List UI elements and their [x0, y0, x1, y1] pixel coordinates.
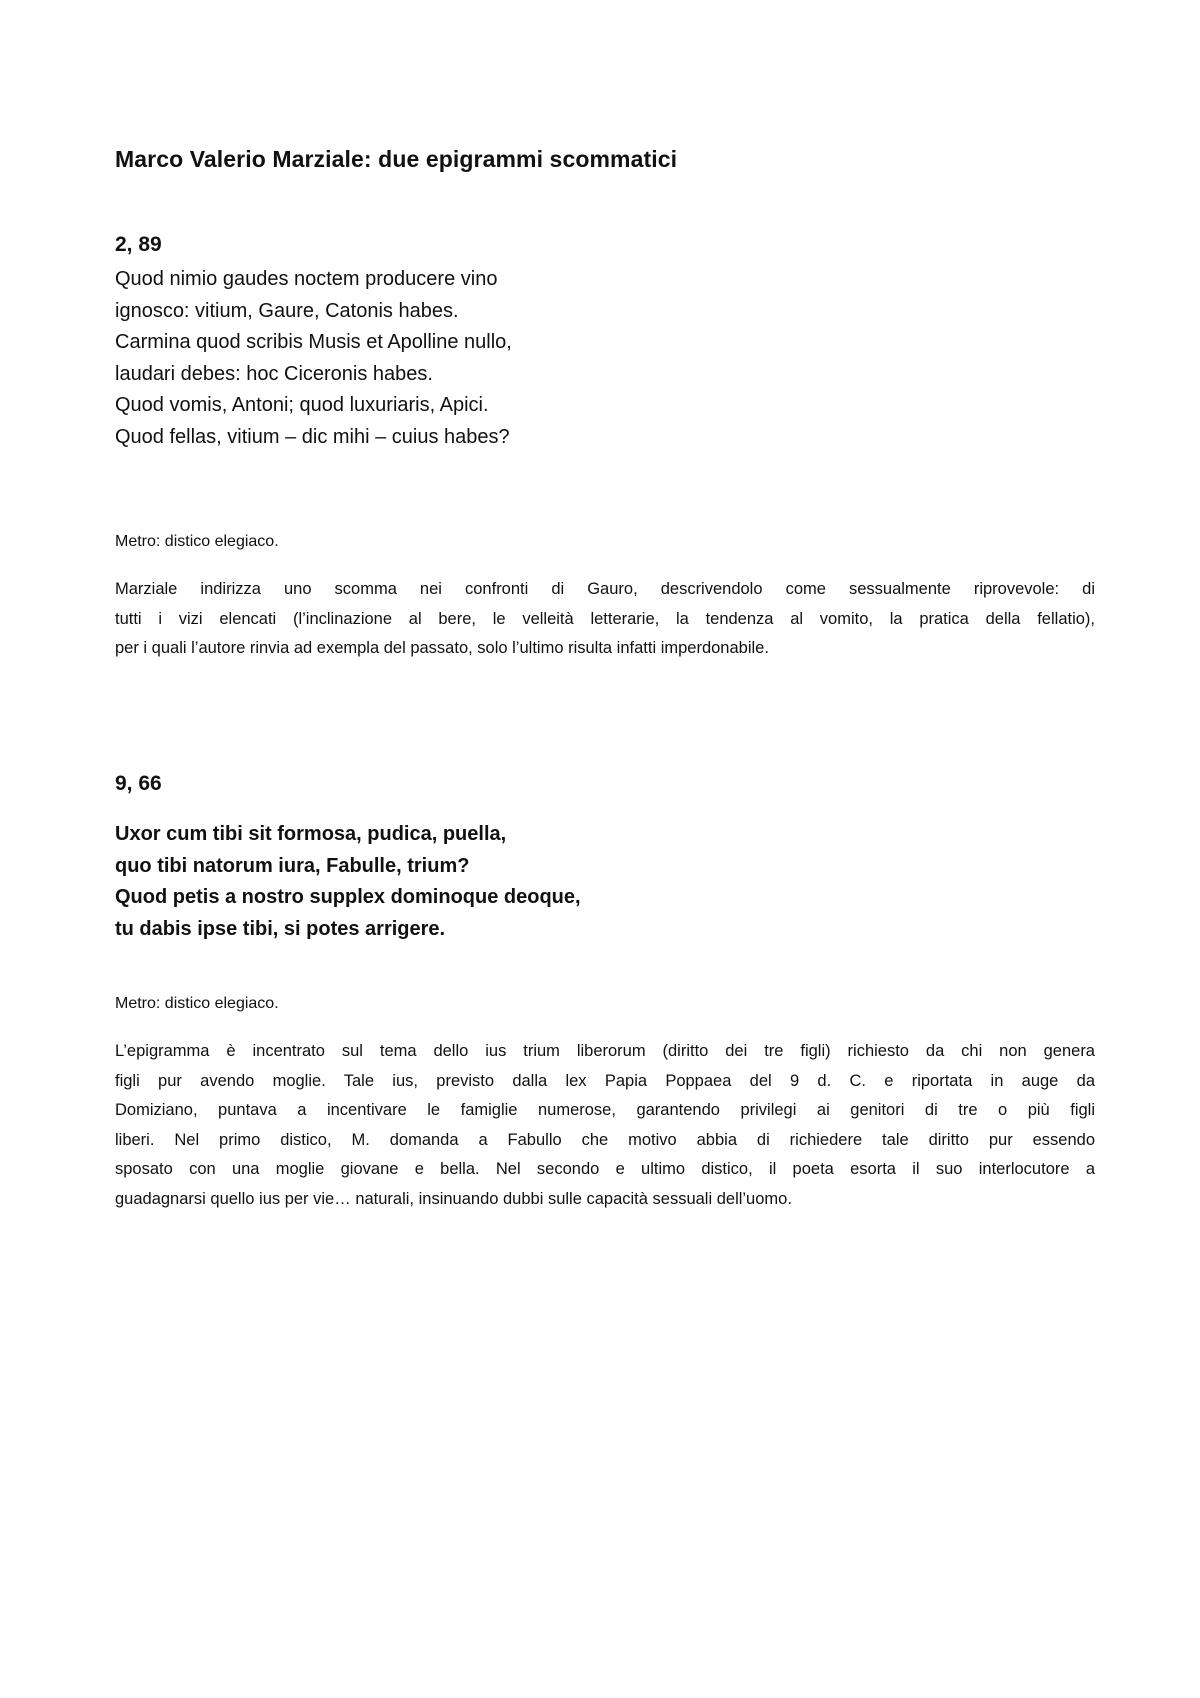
commentary-line: figli pur avendo moglie. Tale ius, previsto dalla lex Papia Poppaea del 9 d. C. e riportata in auge da: [115, 1071, 1095, 1090]
poem-line: Quod petis a nostro supplex dominoque deoque,: [115, 886, 581, 908]
poem-line: tu dabis ipse tibi, si potes arrigere.: [115, 917, 446, 940]
poem-line: quo tibi natorum iura, Fabulle, trium?: [115, 854, 470, 877]
poem-line: Quod nimio gaudes noctem producere vino: [115, 268, 498, 290]
section-number: 9, 66: [115, 772, 162, 795]
poem-block: [115, 264, 512, 453]
document-title: Marco Valerio Marziale: due epigrammi scommatici: [115, 146, 678, 172]
commentary-line: liberi. Nel primo distico, M. domanda a Fabullo che motivo abbia di richiedere tale diritto pur essendo: [115, 1130, 1095, 1149]
commentary-line: sposato con una moglie giovane e bella. Nel secondo e ultimo distico, il poeta esorta il suo interlocutore a: [115, 1160, 1095, 1178]
commentary-line: L’epigramma è incentrato sul tema dello ius trium liberorum (diritto dei tre figli) richiesto da chi non genera: [115, 1042, 1095, 1060]
commentary-line: guadagnarsi quello ius per vie… naturali, insinuando dubbi sulle capacità sessuali dell’uomo.: [115, 1189, 792, 1208]
poem-line: Uxor cum tibi sit formosa, pudica, puella,: [115, 823, 507, 845]
metre-note: Metro: distico elegiaco.: [115, 533, 279, 550]
poem-line: Carmina quod scribis Musis et Apolline nullo,: [115, 331, 512, 353]
poem-line: laudari debes: hoc Ciceronis habes.: [115, 362, 433, 385]
commentary-line: tutti i vizi elencati (l’inclinazione al bere, le velleità letterarie, la tendenza al vomito, la pratica della fellatio),: [115, 609, 1095, 628]
commentary-paragraph: [115, 575, 1095, 664]
metre-note: Metro: distico elegiaco.: [115, 995, 279, 1012]
poem-line: Quod vomis, Antoni; quod luxuriaris, Apici.: [115, 394, 489, 416]
poem-line: ignosco: vitium, Gaure, Catonis habes.: [115, 299, 459, 322]
commentary-line: per i quali l’autore rinvia ad exempla del passato, solo l’ultimo risulta infatti imperdonabile.: [115, 639, 769, 657]
commentary-paragraph: [115, 1037, 1095, 1214]
commentary-line: Domiziano, puntava a incentivare le famiglie numerose, garantendo privilegi ai genitori di tre o più figli: [115, 1101, 1095, 1119]
poem-block: [115, 819, 581, 945]
section-number: 2, 89: [115, 233, 162, 256]
commentary-line: Marziale indirizza uno scomma nei confronti di Gauro, descrivendolo come sessualmente riprovevole: di: [115, 580, 1095, 598]
poem-line: Quod fellas, vitium – dic mihi – cuius habes?: [115, 425, 510, 448]
